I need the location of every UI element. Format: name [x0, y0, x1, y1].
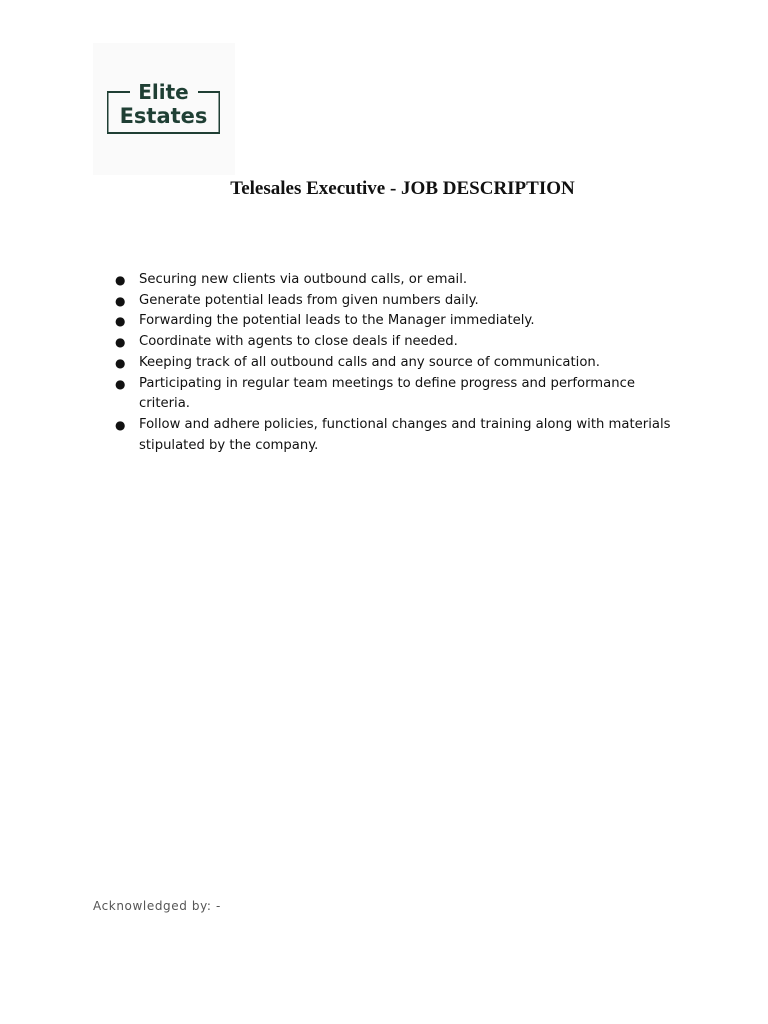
list-item: [113, 270, 673, 291]
bullet-icon: ●: [115, 355, 126, 370]
company-logo: [93, 43, 235, 175]
list-item-text: Participating in regular team meetings to define progress and performance criteria.: [139, 375, 635, 412]
list-item: [113, 332, 673, 353]
list-item-text: Follow and adhere policies, functional changes and training along with materials stipulated by the company.: [139, 416, 671, 453]
list-item: [113, 311, 673, 332]
page-title: Telesales Executive - JOB DESCRIPTION: [230, 178, 575, 199]
list-item: [113, 374, 673, 415]
list-item-text: Securing new clients via outbound calls, or email.: [139, 272, 468, 287]
list-item: [113, 415, 673, 456]
bullet-icon: ●: [115, 314, 126, 329]
bullet-icon: ●: [115, 293, 126, 308]
list-item-text: Coordinate with agents to close deals if needed.: [139, 334, 458, 350]
bullet-icon: ●: [115, 417, 126, 432]
acknowledged-by-label: Acknowledged by: -: [93, 899, 221, 913]
bullet-icon: ●: [115, 273, 126, 287]
bullet-icon: ●: [115, 335, 126, 350]
list-item-text: Keeping track of all outbound calls and any source of communication.: [139, 354, 600, 370]
logo-word-estates: Estates: [119, 104, 208, 128]
list-item-text: Generate potential leads from given numbers daily.: [139, 292, 479, 308]
logo-frame: [107, 80, 220, 134]
list-item-text: Forwarding the potential leads to the Manager immediately.: [139, 313, 535, 329]
bullet-icon: ●: [115, 376, 126, 391]
list-item: [113, 353, 673, 374]
duties-list: [113, 270, 673, 456]
logo-word-elite: Elite: [138, 80, 189, 104]
list-item: [113, 291, 673, 312]
